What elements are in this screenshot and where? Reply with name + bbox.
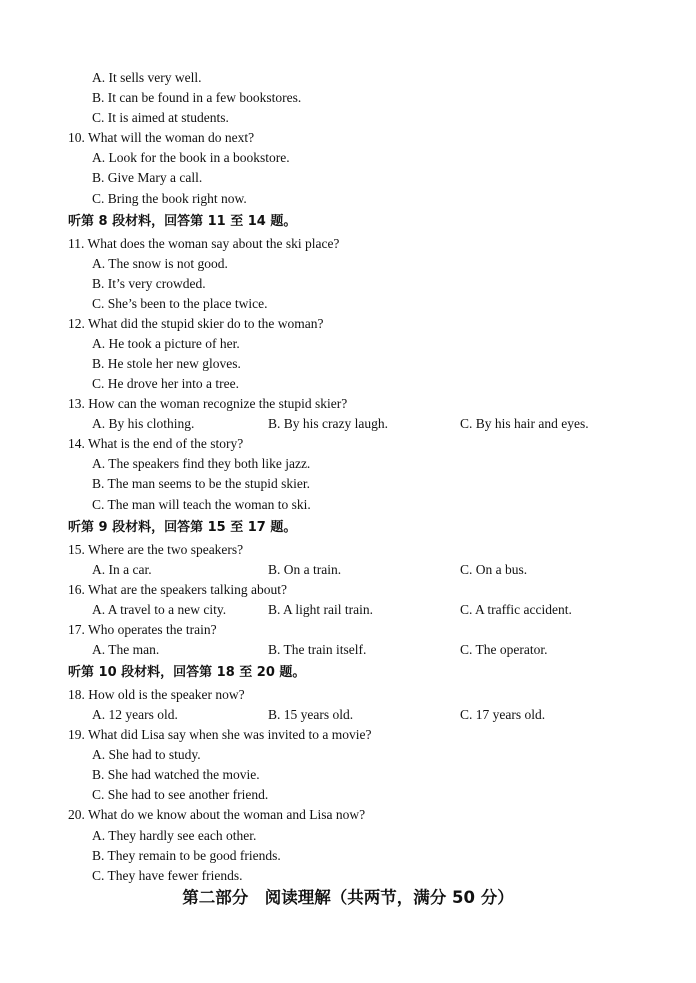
q20-stem: 20. What do we know about the woman and Lisa now?: [68, 807, 366, 822]
q15-option-a: A. In a car.: [92, 562, 152, 577]
q15-stem: 15. Where are the two speakers?: [68, 542, 244, 557]
q10-option-a: A. Look for the book in a bookstore.: [92, 150, 290, 165]
q15-option-c: C. On a bus.: [460, 562, 528, 577]
q13-option-b: B. By his crazy laugh.: [268, 416, 388, 431]
q20-option-c: C. They have fewer friends.: [92, 868, 243, 883]
q19-option-c: C. She had to see another friend.: [92, 787, 269, 802]
q18-option-a: A. 12 years old.: [92, 707, 178, 722]
q13-option-c: C. By his hair and eyes.: [460, 416, 589, 431]
q17-option-c: C. The operator.: [460, 642, 548, 657]
q10-option-b: B. Give Mary a call.: [92, 170, 203, 185]
q10-option-c: C. Bring the book right now.: [92, 191, 247, 206]
q18-option-c: C. 17 years old.: [460, 707, 546, 722]
q16-option-b: B. A light rail train.: [268, 602, 373, 617]
q17-stem: 17. Who operates the train?: [68, 622, 217, 637]
q19-option-a: A. She had to study.: [92, 747, 201, 762]
q13-stem: 13. How can the woman recognize the stupid skier?: [68, 396, 348, 411]
q9-option-c: C. It is aimed at students.: [92, 110, 229, 125]
q11-option-b: B. It’s very crowded.: [92, 276, 206, 291]
q12-option-b: B. He stole her new gloves.: [92, 356, 241, 371]
q9-option-b: B. It can be found in a few bookstores.: [92, 90, 302, 105]
q13-option-a: A. By his clothing.: [92, 416, 195, 431]
section-8-heading: 听第 8 段材料，回答第 11 至 14 题。: [68, 214, 297, 229]
q17-option-b: B. The train itself.: [268, 642, 367, 657]
q12-option-c: C. He drove her into a tree.: [92, 376, 239, 391]
q14-option-a: A. The speakers find they both like jazz.: [92, 456, 311, 471]
q11-option-a: A. The snow is not good.: [92, 256, 228, 271]
q19-option-b: B. She had watched the movie.: [92, 767, 260, 782]
q10-stem: 10. What will the woman do next?: [68, 130, 255, 145]
q17-option-a: A. The man.: [92, 642, 160, 657]
part-2-heading: 第二部分 阅读理解（共两节，满分 50 分）: [182, 888, 514, 907]
q18-option-b: B. 15 years old.: [268, 707, 354, 722]
section-10-heading: 听第 10 段材料，回答第 18 至 20 题。: [68, 665, 306, 680]
q16-option-c: C. A traffic accident.: [460, 602, 572, 617]
q20-option-b: B. They remain to be good friends.: [92, 848, 281, 863]
q16-stem: 16. What are the speakers talking about?: [68, 582, 288, 597]
q11-option-c: C. She’s been to the place twice.: [92, 296, 268, 311]
q15-option-b: B. On a train.: [268, 562, 342, 577]
q19-stem: 19. What did Lisa say when she was invited to a movie?: [68, 727, 372, 742]
q12-option-a: A. He took a picture of her.: [92, 336, 240, 351]
q18-stem: 18. How old is the speaker now?: [68, 687, 245, 702]
section-9-heading: 听第 9 段材料，回答第 15 至 17 题。: [68, 520, 297, 535]
q11-stem: 11. What does the woman say about the ski place?: [68, 236, 340, 251]
q14-option-b: B. The man seems to be the stupid skier.: [92, 476, 310, 491]
q14-stem: 14. What is the end of the story?: [68, 436, 244, 451]
q20-option-a: A. They hardly see each other.: [92, 828, 257, 843]
q12-stem: 12. What did the stupid skier do to the woman?: [68, 316, 324, 331]
q16-option-a: A. A travel to a new city.: [92, 602, 227, 617]
q14-option-c: C. The man will teach the woman to ski.: [92, 497, 311, 512]
q9-option-a: A. It sells very well.: [92, 70, 202, 85]
